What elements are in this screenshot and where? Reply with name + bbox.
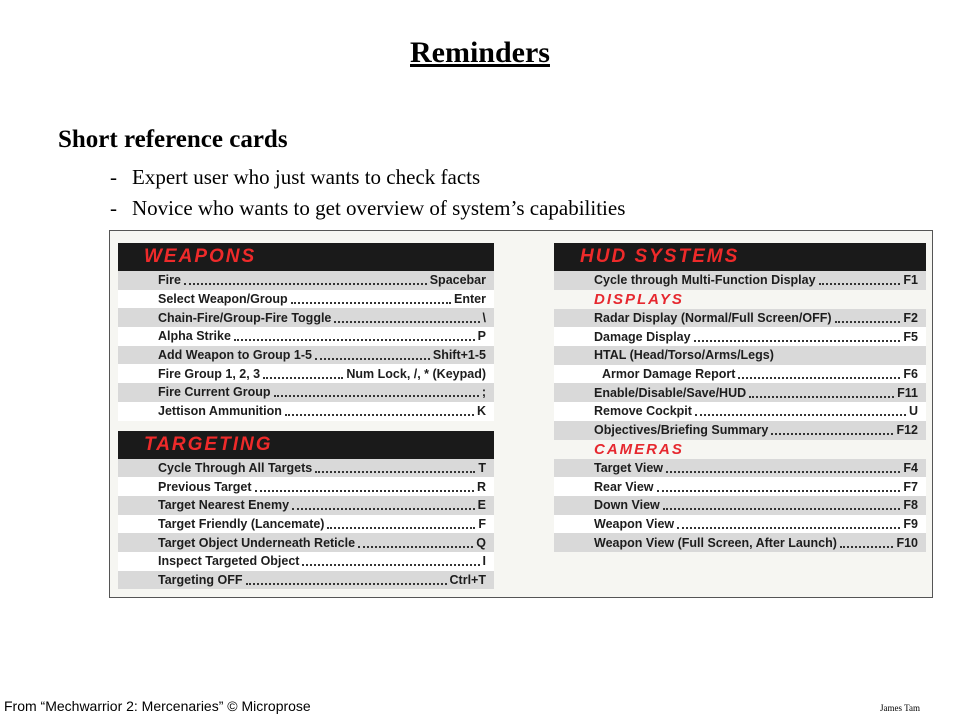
bullet-list — [110, 162, 625, 224]
dot-leader — [255, 490, 474, 492]
shortcut-key: Ctrl+T — [449, 572, 486, 587]
bullet-item — [110, 193, 625, 224]
shortcut-label: Rear View — [594, 479, 654, 494]
shortcut-label: Objectives/Briefing Summary — [594, 423, 769, 438]
dot-leader — [749, 396, 894, 398]
dot-leader — [738, 377, 900, 379]
shortcut-label: Fire Current Group — [158, 385, 271, 400]
shortcut-label: Damage Display — [594, 329, 691, 344]
dot-leader — [315, 358, 430, 360]
dot-leader — [819, 283, 901, 285]
shortcut-key: Enter — [454, 292, 486, 307]
targeting-section-header: TARGETING — [118, 431, 494, 459]
shortcut-key: F8 — [903, 498, 918, 513]
dot-leader — [302, 564, 479, 566]
shortcut-key: F6 — [903, 367, 918, 382]
shortcut-row — [118, 327, 494, 346]
shortcut-row — [118, 290, 494, 309]
shortcut-row — [118, 459, 494, 478]
shortcut-key: F4 — [903, 460, 918, 475]
shortcut-row — [118, 515, 494, 534]
shortcut-label: Remove Cockpit — [594, 404, 692, 419]
shortcut-label: Weapon View (Full Screen, After Launch) — [594, 535, 837, 550]
dot-leader — [315, 471, 475, 473]
shortcut-key: F7 — [903, 479, 918, 494]
dot-leader — [840, 546, 894, 548]
shortcut-row — [554, 383, 926, 402]
dot-leader — [695, 414, 906, 416]
shortcut-row — [118, 271, 494, 290]
shortcut-key: K — [476, 404, 486, 419]
shortcut-key: ; — [481, 385, 486, 400]
shortcut-label: Select Weapon/Group — [158, 292, 288, 307]
dot-leader — [677, 527, 900, 529]
shortcut-label: Inspect Targeted Object — [158, 554, 300, 569]
shortcut-key: Spacebar — [429, 273, 486, 288]
shortcut-key: F — [478, 516, 486, 531]
dot-leader — [285, 414, 474, 416]
dot-leader — [694, 340, 901, 342]
bullet-item — [110, 162, 625, 193]
shortcut-label: Fire Group 1, 2, 3 — [158, 366, 261, 381]
cameras-subheader: CAMERAS — [594, 440, 684, 458]
dot-leader — [234, 339, 475, 341]
shortcut-key: Shift+1-5 — [432, 348, 486, 363]
shortcut-label: Alpha Strike — [158, 329, 231, 344]
shortcut-key: I — [482, 554, 486, 569]
shortcut-key: T — [478, 460, 486, 475]
dot-leader — [274, 395, 479, 397]
shortcut-label: Armor Damage Report — [602, 367, 736, 382]
shortcut-row — [554, 421, 926, 440]
shortcut-row — [554, 477, 926, 496]
section-heading: Short reference cards — [58, 126, 288, 153]
shortcut-label: Enable/Disable/Save/HUD — [594, 385, 747, 400]
dot-leader — [292, 508, 475, 510]
shortcut-key: F1 — [903, 273, 918, 288]
shortcut-row — [554, 346, 926, 365]
shortcut-row — [554, 309, 926, 328]
shortcut-key: F11 — [897, 385, 918, 400]
page-title: Reminders — [410, 36, 550, 69]
shortcut-label: Target Object Underneath Reticle — [158, 535, 356, 550]
hud-section-header: HUD SYSTEMS — [554, 243, 926, 271]
bullet-text: Novice who wants to get overview of system’s capabilities — [132, 196, 626, 220]
shortcut-row — [118, 496, 494, 515]
hud-rows — [554, 271, 926, 290]
cameras-rows — [554, 459, 926, 552]
shortcut-row — [118, 552, 494, 571]
weapons-section-header: WEAPONS — [118, 243, 494, 271]
shortcut-row — [118, 533, 494, 552]
dot-leader — [663, 508, 901, 510]
author-credit: James Tam — [880, 703, 920, 713]
shortcut-label: Target Friendly (Lancemate) — [158, 516, 325, 531]
bullet-text: Expert user who just wants to check facts — [132, 165, 481, 189]
shortcut-label: HTAL (Head/Torso/Arms/Legs) — [594, 348, 774, 363]
shortcut-label: Cycle Through All Targets — [158, 460, 313, 475]
shortcut-key: Num Lock, /, * (Keypad) — [346, 366, 486, 381]
shortcut-label: Targeting OFF — [158, 572, 243, 587]
shortcut-key: F10 — [896, 535, 918, 550]
shortcut-label: Add Weapon to Group 1-5 — [158, 348, 312, 363]
shortcut-label: Weapon View — [594, 516, 675, 531]
dot-leader — [657, 490, 901, 492]
shortcut-label: Previous Target — [158, 479, 252, 494]
shortcut-row — [554, 402, 926, 421]
bullet-dash: - — [110, 165, 117, 189]
shortcut-row — [554, 365, 926, 384]
dot-leader — [358, 546, 473, 548]
shortcut-label: Target View — [594, 460, 664, 475]
dot-leader — [263, 377, 343, 379]
bullet-dash: - — [110, 196, 117, 220]
shortcut-key: R — [476, 479, 486, 494]
shortcut-row — [554, 496, 926, 515]
shortcut-key: \ — [482, 310, 486, 325]
shortcut-label: Radar Display (Normal/Full Screen/OFF) — [594, 311, 832, 326]
shortcut-row — [554, 515, 926, 534]
shortcut-key: Q — [476, 535, 486, 550]
dot-leader — [246, 583, 447, 585]
shortcut-key: E — [477, 498, 486, 513]
card-right-column — [554, 243, 926, 552]
source-credit: From “Mechwarrior 2: Mercenaries” © Microprose — [4, 698, 311, 714]
dot-leader — [327, 527, 475, 529]
shortcut-row — [118, 571, 494, 590]
dot-leader — [771, 433, 893, 435]
dot-leader — [291, 302, 451, 304]
card-left-column — [118, 243, 494, 589]
shortcut-label: Down View — [594, 498, 660, 513]
dot-leader — [666, 471, 900, 473]
shortcut-key: P — [477, 329, 486, 344]
displays-rows — [554, 309, 926, 440]
dot-leader — [334, 321, 479, 323]
shortcut-row — [118, 308, 494, 327]
shortcut-key: F12 — [896, 423, 918, 438]
section-gap — [118, 421, 494, 431]
shortcut-row — [554, 327, 926, 346]
shortcut-key: F9 — [903, 516, 918, 531]
shortcut-row — [118, 364, 494, 383]
dot-leader — [184, 283, 427, 285]
reference-card-image — [109, 230, 933, 598]
displays-subheader: DISPLAYS — [594, 290, 684, 308]
targeting-rows — [118, 459, 494, 590]
shortcut-label: Jettison Ammunition — [158, 404, 282, 419]
shortcut-label: Chain-Fire/Group-Fire Toggle — [158, 310, 332, 325]
shortcut-row — [118, 402, 494, 421]
shortcut-label: Fire — [158, 273, 181, 288]
shortcut-row — [554, 533, 926, 552]
dot-leader — [835, 321, 901, 323]
shortcut-row — [554, 459, 926, 478]
shortcut-row — [118, 346, 494, 365]
shortcut-key: F2 — [903, 311, 918, 326]
shortcut-row — [118, 383, 494, 402]
shortcut-key: F5 — [903, 329, 918, 344]
shortcut-label: Target Nearest Enemy — [158, 498, 290, 513]
weapons-rows — [118, 271, 494, 421]
shortcut-label: Cycle through Multi-Function Display — [594, 273, 816, 288]
shortcut-key: U — [908, 404, 918, 419]
shortcut-row — [118, 477, 494, 496]
shortcut-row — [554, 271, 926, 290]
